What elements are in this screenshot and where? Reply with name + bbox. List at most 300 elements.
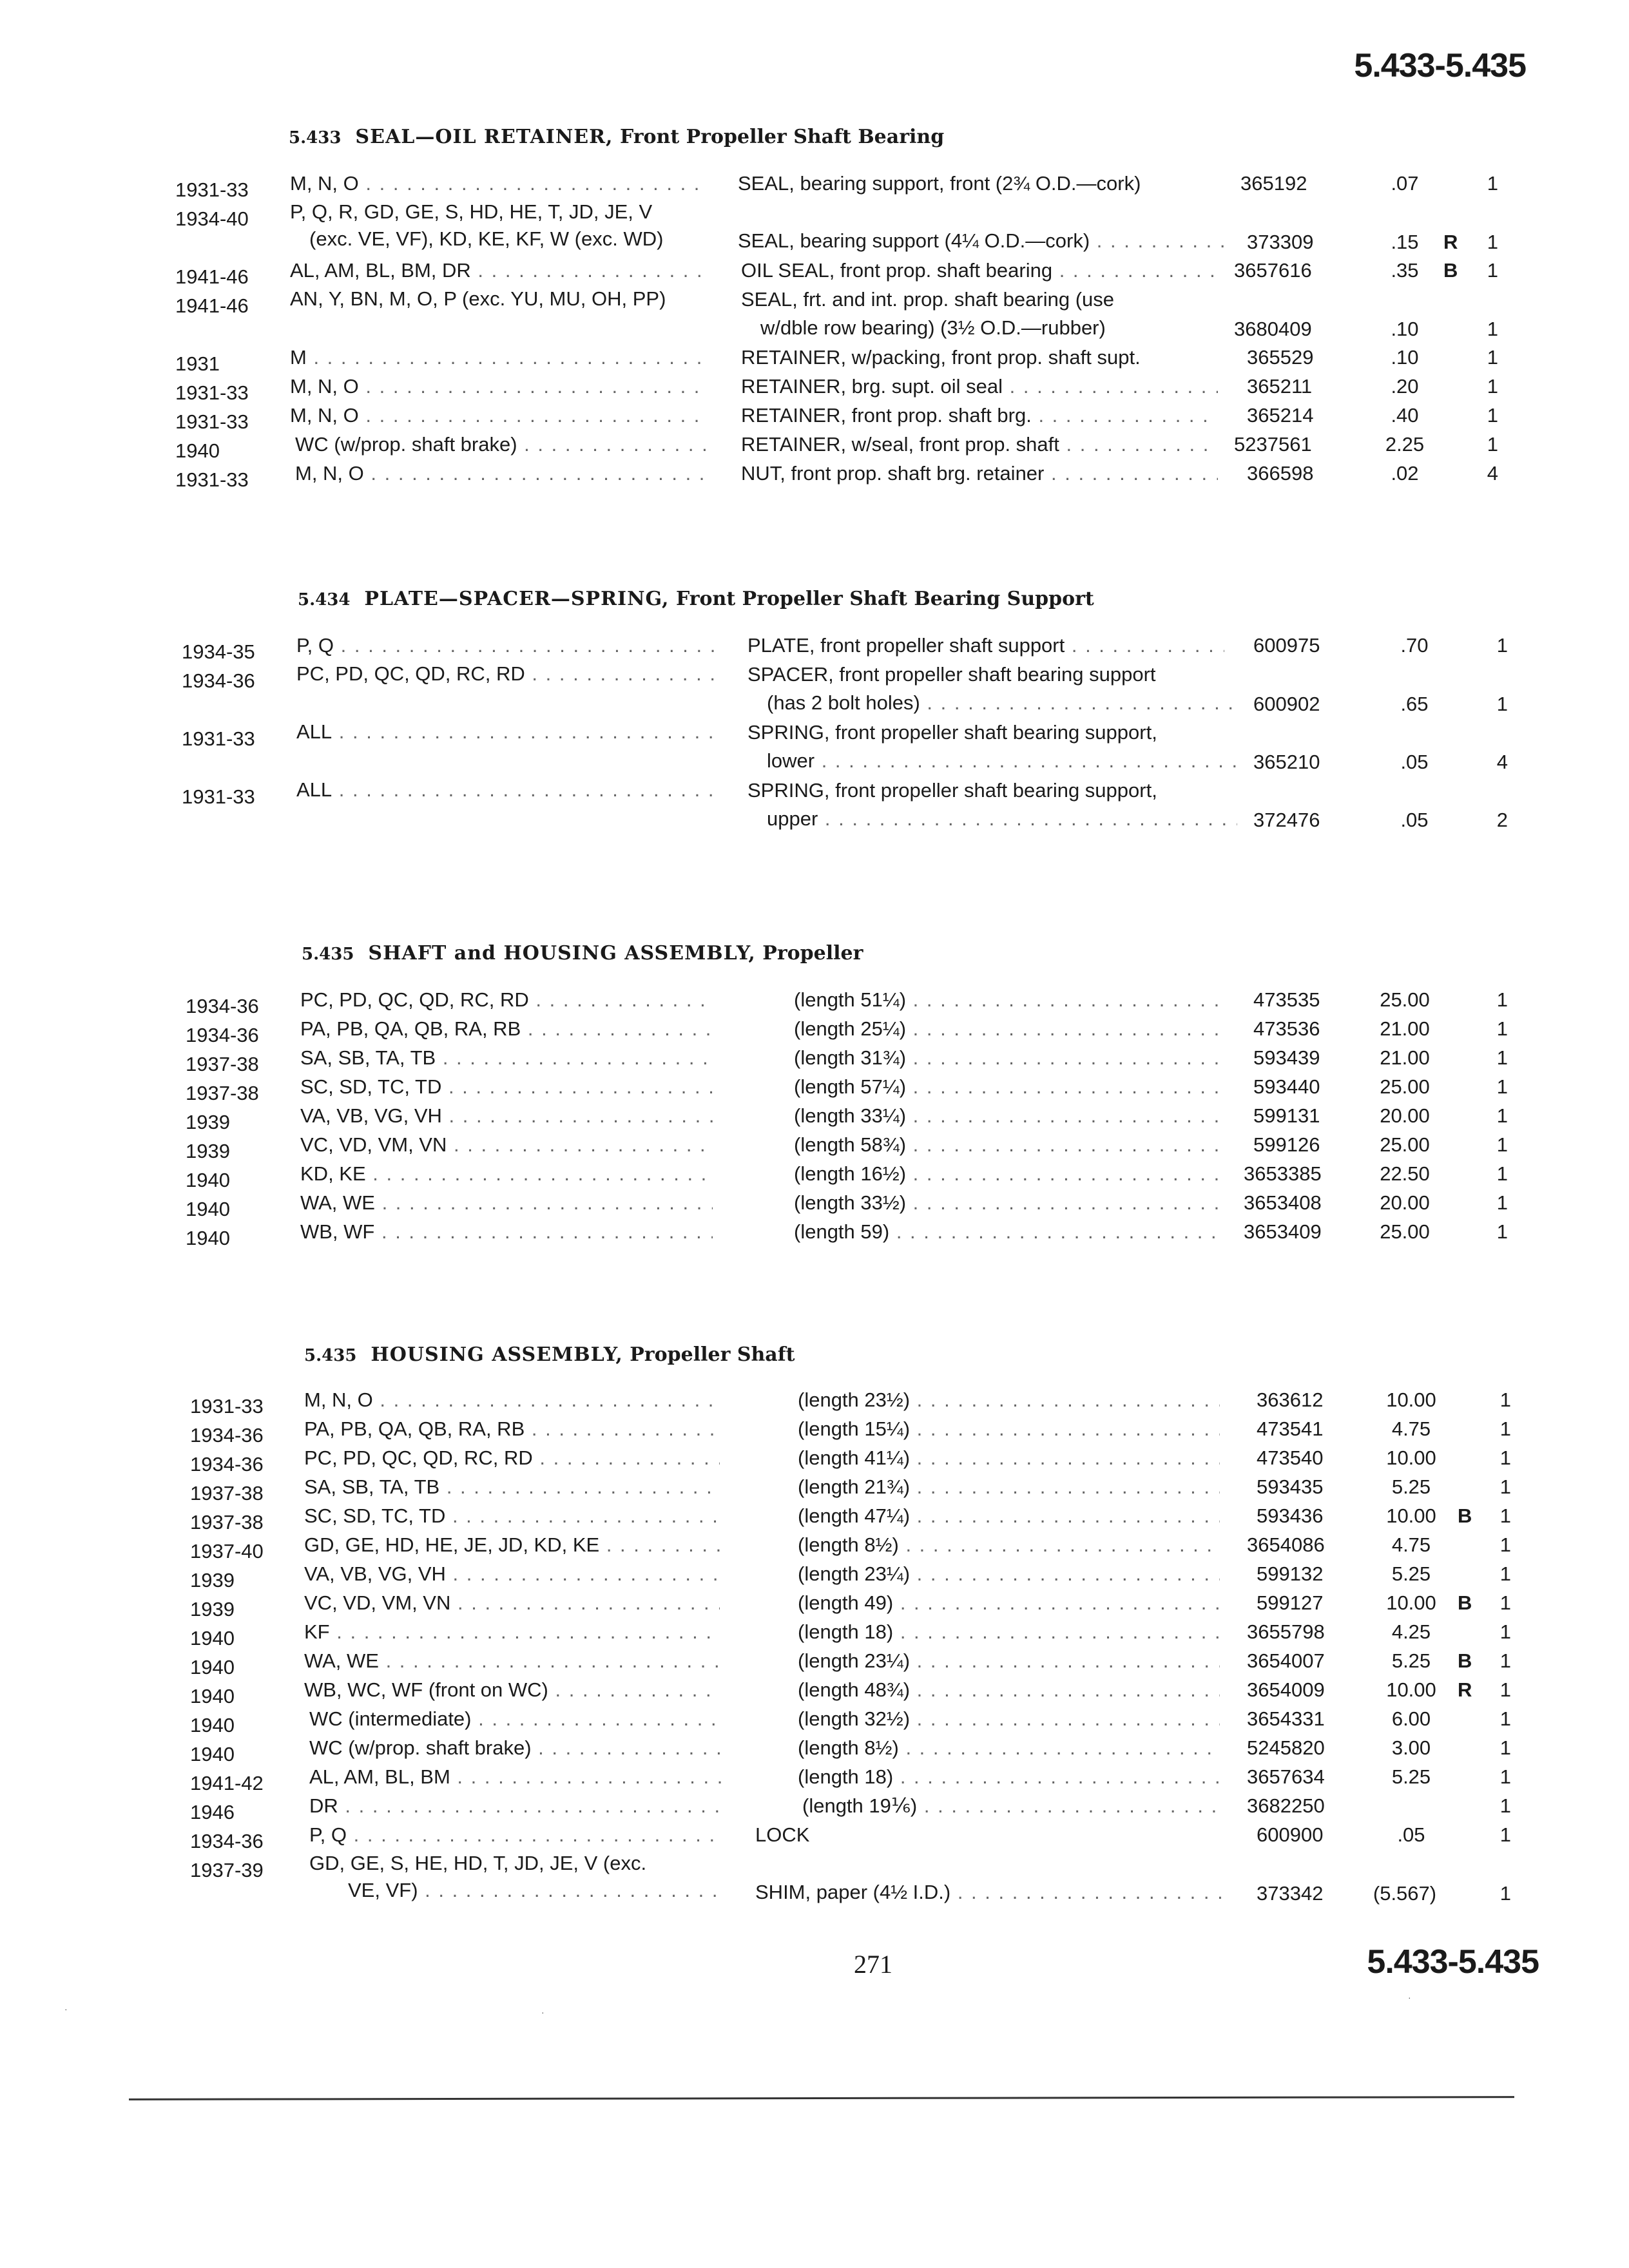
code: R — [1443, 231, 1458, 253]
price: 5.25 — [1391, 1562, 1431, 1585]
footer-rule — [129, 2096, 1514, 2100]
quantity: 1 — [1487, 433, 1498, 456]
year: 1934-36 — [190, 1830, 264, 1852]
quantity: 1 — [1499, 1649, 1511, 1672]
models: M, N, O . . . — [304, 1389, 720, 1412]
part-number: 599127 — [1257, 1591, 1324, 1614]
section-number: 5.433 — [289, 128, 342, 148]
part-number: 365214 — [1247, 404, 1314, 427]
quantity: 1 — [1487, 346, 1498, 369]
price: 25.00 — [1380, 1133, 1430, 1156]
table-row — [0, 288, 1629, 346]
price: 10.00 — [1386, 1504, 1436, 1527]
table-row — [0, 988, 1629, 1017]
quantity: 1 — [1499, 1620, 1511, 1643]
part-number: 3654007 — [1247, 1649, 1325, 1672]
models: VC, VD, VM, VN . . . — [300, 1133, 713, 1157]
part-number: 365529 — [1247, 346, 1314, 369]
description: RETAINER, w/seal, front prop. shaft . . . — [741, 433, 1218, 456]
year: 1931-33 — [175, 468, 249, 491]
part-number: 599132 — [1257, 1562, 1324, 1585]
models: M, N, O . . . — [295, 462, 708, 485]
quantity: 1 — [1496, 1220, 1508, 1243]
quantity: 1 — [1499, 1591, 1511, 1614]
year: 1940 — [186, 1169, 230, 1191]
description — [747, 776, 1237, 833]
models: PA, PB, QA, QB, RA, RB . . . — [304, 1418, 720, 1441]
part-number: 365192 — [1240, 172, 1307, 195]
section-title — [302, 942, 863, 965]
price: 10.00 — [1386, 1678, 1436, 1701]
models: AL, AM, BL, BM . . . — [309, 1765, 722, 1789]
quantity: 1 — [1499, 1882, 1511, 1905]
year: 1941-46 — [175, 294, 249, 317]
part-number: 3654331 — [1247, 1707, 1325, 1730]
models: PC, PD, QC, QD, RC, RD . . . — [304, 1446, 720, 1470]
description-line-2: upper . . . — [747, 807, 1237, 830]
price: 4.75 — [1391, 1418, 1431, 1440]
part-number: 593436 — [1257, 1504, 1324, 1527]
description — [747, 660, 1237, 717]
year: 1934-36 — [186, 1024, 259, 1046]
price: 2.25 — [1385, 433, 1425, 456]
part-number: 5245820 — [1247, 1736, 1325, 1759]
section-number: 5.434 — [298, 590, 351, 610]
models: PC, PD, QC, QD, RC, RD . . . — [300, 988, 713, 1012]
description: (length 31¾) . . . — [794, 1046, 1219, 1070]
quantity: 1 — [1499, 1446, 1511, 1469]
description: (length 8½) . . . — [798, 1736, 1220, 1760]
part-number: 3654086 — [1247, 1533, 1325, 1556]
description-line-1: SEAL, frt. and int. prop. shaft bearing (use — [741, 288, 1114, 311]
table-row — [0, 1104, 1629, 1133]
price: 4.75 — [1391, 1533, 1431, 1556]
description: (length 23½) . . . — [798, 1389, 1220, 1412]
year: 1934-40 — [175, 207, 249, 230]
table-row — [0, 1533, 1629, 1562]
models: M, N, O . . . — [290, 375, 709, 398]
table-row — [0, 1620, 1629, 1649]
table-row — [0, 1852, 1629, 1910]
year: 1940 — [186, 1227, 230, 1249]
models: WC (intermediate) . . . — [309, 1707, 722, 1731]
section-subname: Propeller Shaft — [630, 1343, 795, 1366]
year: 1934-36 — [186, 995, 259, 1017]
description: (length 57¼) . . . — [794, 1075, 1219, 1099]
price: .05 — [1397, 1823, 1425, 1846]
part-number: 373309 — [1247, 231, 1314, 253]
quantity: 1 — [1487, 231, 1498, 253]
table-row — [0, 433, 1629, 462]
table-row — [0, 259, 1629, 288]
scan-speck: · — [541, 2007, 545, 2017]
quantity: 1 — [1496, 988, 1508, 1011]
price: 25.00 — [1380, 1220, 1430, 1243]
section-name: SEAL—OIL RETAINER, — [355, 126, 613, 148]
description: (length 25¼) . . . — [794, 1017, 1219, 1041]
models: WC (w/prop. shaft brake) . . . — [295, 433, 708, 456]
year: 1940 — [190, 1627, 235, 1649]
description: (length 41¼) . . . — [798, 1446, 1220, 1470]
price: 25.00 — [1380, 1075, 1430, 1098]
code: B — [1458, 1649, 1472, 1672]
table-row — [0, 721, 1629, 779]
part-number: 600900 — [1257, 1823, 1324, 1846]
quantity: 1 — [1499, 1475, 1511, 1498]
part-number: 372476 — [1253, 809, 1320, 831]
code: B — [1443, 259, 1458, 282]
description: OIL SEAL, front prop. shaft bearing . . . — [741, 259, 1218, 282]
section-number: 5.435 — [302, 945, 354, 964]
year: 1940 — [190, 1714, 235, 1736]
description: SEAL, bearing support, front (2¾ O.D.—cork) — [738, 172, 1141, 195]
year: 1939 — [186, 1111, 230, 1133]
description: (length 48¾) . . . — [798, 1678, 1220, 1702]
part-number: 3653408 — [1244, 1191, 1322, 1214]
year: 1939 — [190, 1569, 235, 1591]
section-title — [298, 588, 1094, 610]
models — [309, 1850, 725, 1904]
year: 1940 — [190, 1743, 235, 1765]
description: (length 51¼) . . . — [794, 988, 1219, 1012]
description-line-1: SPRING, front propeller shaft bearing support, — [747, 721, 1157, 744]
price: 10.00 — [1386, 1591, 1436, 1614]
quantity: 1 — [1499, 1562, 1511, 1585]
price: 5.25 — [1391, 1475, 1431, 1498]
models — [290, 198, 715, 253]
quantity: 1 — [1496, 1191, 1508, 1214]
price: 21.00 — [1380, 1046, 1430, 1069]
models: WB, WF . . . — [300, 1220, 713, 1244]
quantity: 1 — [1487, 172, 1498, 195]
description — [755, 1850, 1232, 1907]
year: 1937-40 — [190, 1540, 264, 1562]
year: 1931 — [175, 352, 220, 375]
year: 1946 — [190, 1801, 235, 1823]
year: 1931-33 — [182, 785, 255, 808]
price: 4.25 — [1391, 1620, 1431, 1643]
section-name: HOUSING ASSEMBLY, — [371, 1343, 623, 1366]
code: B — [1458, 1504, 1472, 1527]
quantity: 1 — [1496, 1133, 1508, 1156]
table-row — [0, 1389, 1629, 1418]
price: .10 — [1391, 346, 1419, 369]
part-number: 599131 — [1253, 1104, 1320, 1127]
quantity: 1 — [1499, 1533, 1511, 1556]
table-row — [0, 1736, 1629, 1765]
models: VA, VB, VG, VH . . . — [300, 1104, 713, 1128]
quantity: 1 — [1496, 1046, 1508, 1069]
table-row — [0, 1220, 1629, 1249]
description: (length 16½) . . . — [794, 1162, 1219, 1186]
description-line-2: (has 2 bolt holes) . . . — [747, 691, 1237, 714]
models: ALL . . . — [296, 718, 715, 745]
part-number: 3653385 — [1244, 1162, 1322, 1185]
part-number: 3654009 — [1247, 1678, 1325, 1701]
year: 1937-38 — [190, 1511, 264, 1533]
year: 1939 — [190, 1598, 235, 1620]
description: NUT, front prop. shaft brg. retainer . . . — [741, 462, 1218, 485]
table-row — [0, 1475, 1629, 1504]
description-line-2: w/dble row bearing) (3½ O.D.—rubber) — [760, 316, 1106, 339]
price: .07 — [1391, 172, 1419, 195]
models: P, Q . . . — [296, 634, 715, 657]
models-line-1: GD, GE, S, HE, HD, T, JD, JE, V (exc. — [309, 1852, 647, 1874]
price: (5.567) — [1373, 1882, 1437, 1905]
models: VC, VD, VM, VN . . . — [304, 1591, 720, 1615]
table-row — [0, 634, 1629, 663]
models-line-2: (exc. VE, VF), KD, KE, KF, W (exc. WD) — [309, 227, 664, 250]
price: 10.00 — [1386, 1446, 1436, 1469]
price: .15 — [1391, 231, 1419, 253]
table-row — [0, 1191, 1629, 1220]
models: KD, KE . . . — [300, 1162, 713, 1186]
part-number: 363612 — [1257, 1389, 1324, 1411]
description: (length 59) . . . — [794, 1220, 1219, 1244]
models: WA, WE . . . — [304, 1649, 720, 1673]
models: M, N, O . . . — [290, 404, 709, 427]
quantity: 1 — [1499, 1765, 1511, 1788]
year: 1931-33 — [182, 727, 255, 750]
table-row — [0, 1504, 1629, 1533]
models: WB, WC, WF (front on WC) . . . — [304, 1678, 720, 1702]
price: .20 — [1391, 375, 1419, 398]
year: 1940 — [190, 1656, 235, 1678]
models: AN, Y, BN, M, O, P (exc. YU, MU, OH, PP) — [290, 287, 666, 310]
part-number: 473535 — [1253, 988, 1320, 1011]
description — [741, 285, 1231, 342]
description: LOCK — [755, 1823, 810, 1846]
table-row — [0, 779, 1629, 837]
part-number: 599126 — [1253, 1133, 1320, 1156]
parts-table — [0, 172, 1629, 491]
quantity: 1 — [1496, 1162, 1508, 1185]
table-row — [0, 1591, 1629, 1620]
year: 1934-35 — [182, 640, 255, 663]
section-title — [289, 126, 944, 148]
table-row — [0, 375, 1629, 404]
models: AL, AM, BL, BM, DR . . . — [290, 259, 709, 282]
year: 1931-33 — [175, 410, 249, 433]
models: PC, PD, QC, QD, RC, RD . . . — [296, 660, 715, 687]
models: SA, SB, TA, TB . . . — [304, 1475, 720, 1499]
models: PA, PB, QA, QB, RA, RB . . . — [300, 1017, 713, 1041]
models-line-2: VE, VF) . . . — [309, 1879, 725, 1901]
part-number: 373342 — [1257, 1882, 1324, 1905]
description — [747, 718, 1237, 775]
table-row — [0, 1649, 1629, 1678]
description: RETAINER, front prop. shaft brg. . . . — [741, 404, 1218, 427]
year: 1934-36 — [182, 669, 255, 692]
price: 25.00 — [1380, 988, 1430, 1011]
table-row — [0, 1707, 1629, 1736]
price: .70 — [1400, 634, 1429, 657]
year: 1934-36 — [190, 1453, 264, 1475]
description: (length 49) . . . — [798, 1591, 1220, 1615]
table-row — [0, 1046, 1629, 1075]
models: M, N, O . . . — [290, 172, 709, 195]
table-row — [0, 1162, 1629, 1191]
quantity: 1 — [1487, 375, 1498, 398]
table-row — [0, 172, 1629, 201]
price: 21.00 — [1380, 1017, 1430, 1040]
models: KF . . . — [304, 1620, 720, 1644]
price: 5.25 — [1391, 1765, 1431, 1788]
table-row — [0, 462, 1629, 491]
table-row — [0, 663, 1629, 721]
quantity: 1 — [1499, 1823, 1511, 1846]
part-number: 473540 — [1257, 1446, 1324, 1469]
price: 6.00 — [1391, 1707, 1431, 1730]
quantity: 1 — [1487, 318, 1498, 340]
year: 1937-38 — [186, 1053, 259, 1075]
quantity: 1 — [1499, 1389, 1511, 1411]
quantity: 1 — [1499, 1504, 1511, 1527]
quantity: 1 — [1499, 1794, 1511, 1817]
year: 1940 — [190, 1685, 235, 1707]
price: 5.25 — [1391, 1649, 1431, 1672]
price: .02 — [1391, 462, 1419, 485]
table-row — [0, 1446, 1629, 1475]
year: 1931-33 — [175, 178, 249, 201]
table-row — [0, 1017, 1629, 1046]
year: 1941-42 — [190, 1772, 264, 1794]
scan-speck: · — [1408, 1992, 1411, 2003]
table-row — [0, 346, 1629, 375]
price: 22.50 — [1380, 1162, 1430, 1185]
parts-table — [0, 1389, 1629, 1910]
part-number: 3657616 — [1234, 259, 1312, 282]
table-row — [0, 201, 1629, 259]
part-number: 593435 — [1257, 1475, 1324, 1498]
year: 1940 — [186, 1198, 230, 1220]
code: B — [1458, 1591, 1472, 1614]
description: (length 33½) . . . — [794, 1191, 1219, 1215]
part-number: 473536 — [1253, 1017, 1320, 1040]
price: 10.00 — [1386, 1389, 1436, 1411]
description: RETAINER, brg. supt. oil seal . . . — [741, 375, 1218, 398]
part-number: 600975 — [1253, 634, 1320, 657]
table-row — [0, 1562, 1629, 1591]
part-number: 593439 — [1253, 1046, 1320, 1069]
description: (length 32½) . . . — [798, 1707, 1220, 1731]
quantity: 1 — [1499, 1707, 1511, 1730]
price: .05 — [1400, 751, 1429, 773]
part-number: 3682250 — [1247, 1794, 1325, 1817]
description: (length 8½) . . . — [798, 1533, 1220, 1557]
section-subname: Front Propeller Shaft Bearing Support — [675, 588, 1094, 610]
models: WA, WE . . . — [300, 1191, 713, 1215]
models: GD, GE, HD, HE, JE, JD, KD, KE . . . — [304, 1533, 720, 1557]
year: 1937-38 — [190, 1482, 264, 1504]
models: P, Q . . . — [309, 1823, 722, 1847]
table-row — [0, 404, 1629, 433]
models: SA, SB, TA, TB . . . — [300, 1046, 713, 1070]
models: DR . . . — [309, 1794, 722, 1818]
description: (length 47¼) . . . — [798, 1504, 1220, 1528]
year: 1931-33 — [190, 1395, 264, 1418]
quantity: 1 — [1499, 1736, 1511, 1759]
description-line-2: lower . . . — [747, 749, 1237, 772]
year: 1934-36 — [190, 1424, 264, 1446]
part-number: 593440 — [1253, 1075, 1320, 1098]
models: WC (w/prop. shaft brake) . . . — [309, 1736, 722, 1760]
quantity: 1 — [1499, 1418, 1511, 1440]
table-row — [0, 1418, 1629, 1446]
quantity: 2 — [1496, 809, 1508, 831]
description: PLATE, front propeller shaft support . . . — [747, 634, 1224, 657]
quantity: 1 — [1487, 404, 1498, 427]
quantity: 1 — [1487, 259, 1498, 282]
description: (length 15¼) . . . — [798, 1418, 1220, 1441]
section-name: SHAFT and HOUSING ASSEMBLY, — [368, 942, 756, 965]
description: (length 33¼) . . . — [794, 1104, 1219, 1128]
description: (length 21¾) . . . — [798, 1475, 1220, 1499]
description: (length 18) . . . — [798, 1765, 1220, 1789]
section-name: PLATE—SPACER—SPRING, — [364, 588, 670, 610]
price: .10 — [1391, 318, 1419, 340]
quantity: 1 — [1499, 1678, 1511, 1701]
year: 1941-46 — [175, 265, 249, 288]
description — [738, 198, 1228, 255]
description-line-2: SEAL, bearing support (4¼ O.D.—cork) . . . — [738, 229, 1228, 252]
year: 1937-39 — [190, 1859, 264, 1881]
description: (length 19⅙) . . . — [802, 1794, 1221, 1818]
year: 1939 — [186, 1140, 230, 1162]
description: RETAINER, w/packing, front prop. shaft supt. — [741, 346, 1141, 369]
price: 20.00 — [1380, 1104, 1430, 1127]
page-number: 271 — [854, 1950, 892, 1979]
quantity: 1 — [1496, 1075, 1508, 1098]
quantity: 4 — [1496, 751, 1508, 773]
table-row — [0, 1075, 1629, 1104]
table-row — [0, 1678, 1629, 1707]
price: .40 — [1391, 404, 1419, 427]
table-row — [0, 1794, 1629, 1823]
table-row — [0, 1765, 1629, 1794]
year: 1931-33 — [175, 381, 249, 404]
part-number: 365211 — [1247, 375, 1313, 398]
models: SC, SD, TC, TD . . . — [300, 1075, 713, 1099]
table-row — [0, 1823, 1629, 1852]
part-number: 3680409 — [1234, 318, 1312, 340]
year: 1940 — [175, 439, 220, 462]
quantity: 1 — [1496, 634, 1508, 657]
description: (length 58¾) . . . — [794, 1133, 1219, 1157]
quantity: 4 — [1487, 462, 1498, 485]
models-line-1: P, Q, R, GD, GE, S, HD, HE, T, JD, JE, V — [290, 200, 653, 223]
scan-speck: · — [64, 2004, 68, 2014]
description: (length 18) . . . — [798, 1620, 1220, 1644]
models: SC, SD, TC, TD . . . — [304, 1504, 720, 1528]
part-number: 473541 — [1257, 1418, 1324, 1440]
description-line-1: SPRING, front propeller shaft bearing support, — [747, 779, 1157, 802]
models: VA, VB, VG, VH . . . — [304, 1562, 720, 1586]
page-footer-range: 5.433-5.435 — [1367, 1943, 1539, 1981]
section-subname: Propeller — [762, 942, 863, 965]
year: 1937-38 — [186, 1082, 259, 1104]
part-number: 600902 — [1253, 693, 1320, 715]
section-title — [304, 1343, 795, 1366]
models: M . . . — [290, 346, 709, 369]
section-subname: Front Propeller Shaft Bearing — [619, 126, 945, 148]
quantity: 1 — [1496, 1104, 1508, 1127]
price: .35 — [1391, 259, 1419, 282]
description-line-1: SPACER, front propeller shaft bearing support — [747, 663, 1156, 686]
description: (length 23¼) . . . — [798, 1649, 1220, 1673]
parts-table — [0, 988, 1629, 1249]
code: R — [1458, 1678, 1472, 1701]
